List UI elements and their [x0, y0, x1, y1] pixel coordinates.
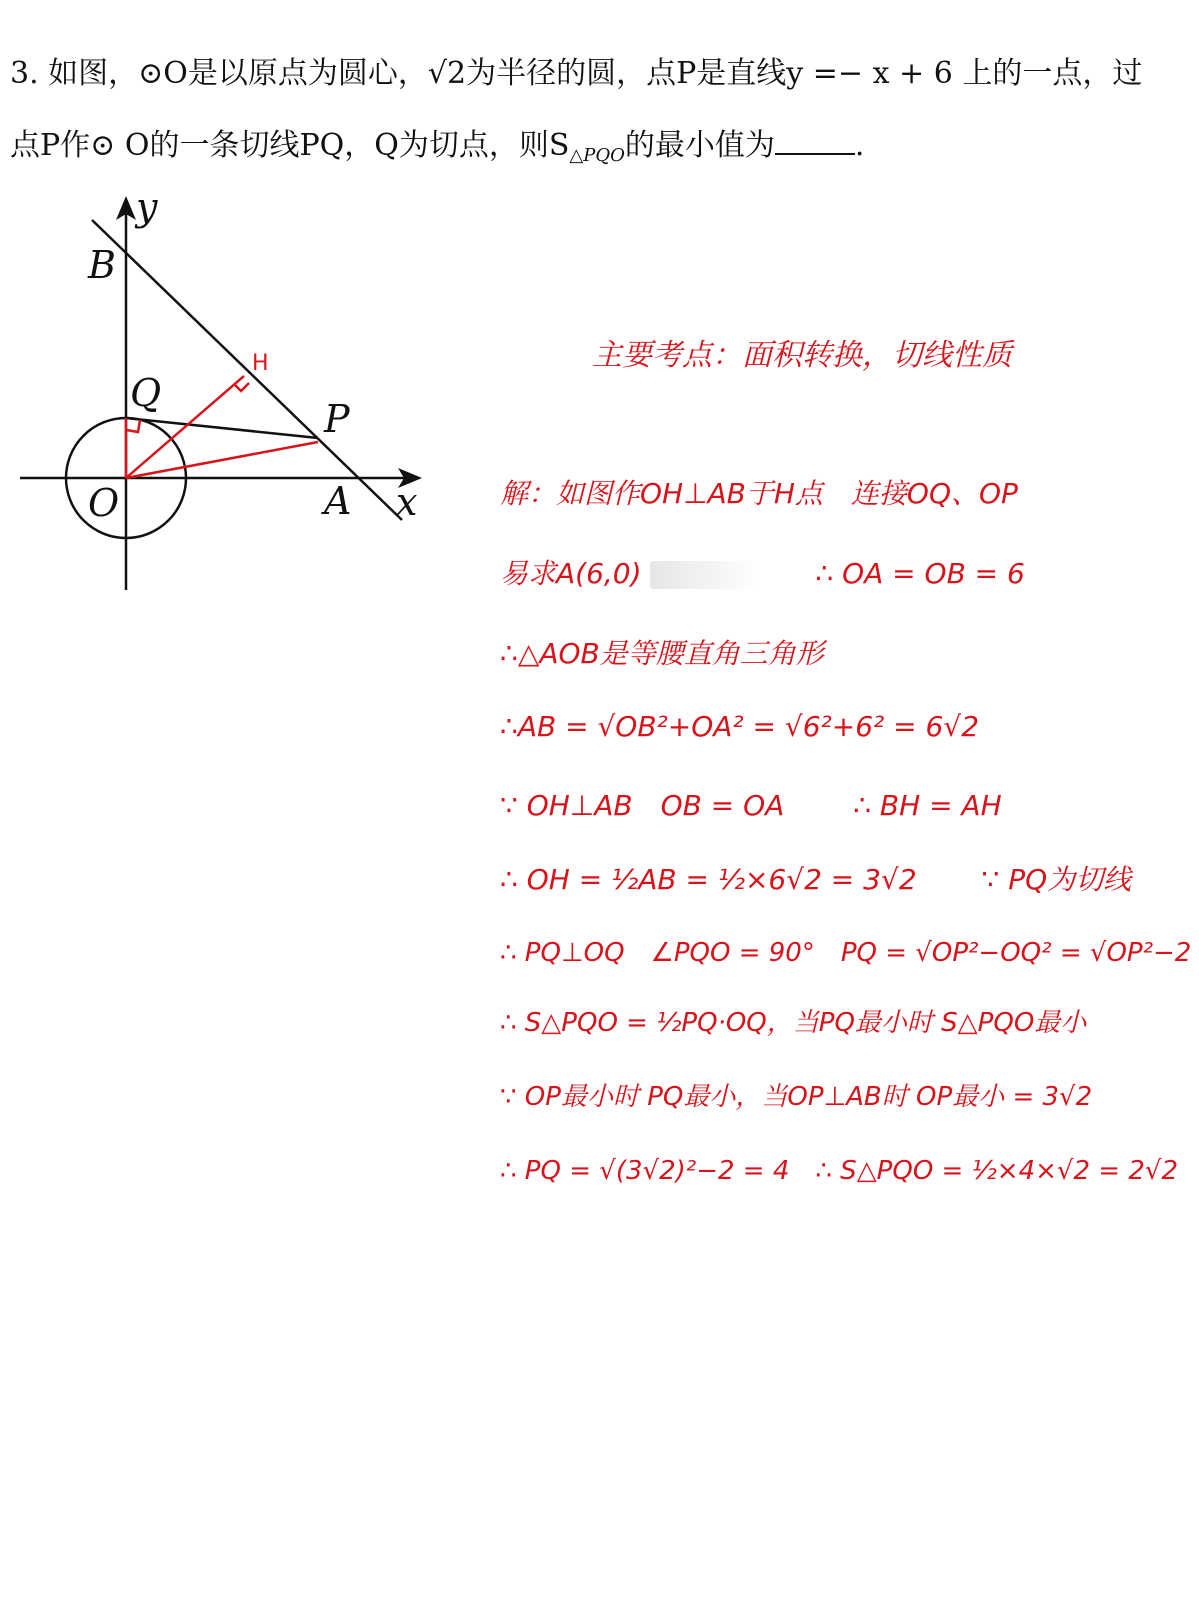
question-line-2-part-a: 点P作⊙ O的一条切线PQ，Q为切点，则S — [10, 128, 570, 163]
solution-line-5-result: ∴ BH = AH — [853, 789, 1002, 822]
solution-line-5 — [500, 784, 1002, 824]
label-b: B — [88, 243, 116, 287]
question-line-2 — [10, 110, 1199, 182]
answer-blank[interactable] — [775, 129, 855, 155]
label-p: P — [324, 397, 350, 441]
question-text — [10, 38, 1199, 182]
question-line-1: 3. 如图，⊙O是以原点为圆心，√2为半径的圆，点P是直线y =− x + 6 上的一点，过 — [10, 56, 1143, 91]
solution-line-9: ∵ OP最小时 PQ最小，当OP⊥AB时 OP最小 = 3√2 — [500, 1082, 1093, 1112]
solution-line-2-result: ∴ OA = OB = 6 — [815, 557, 1025, 590]
solution-line-8: ∴ S△PQO = ½PQ·OQ，当PQ最小时 S△PQO最小 — [500, 1008, 1087, 1038]
solution-line-6-text: ∴ OH = ½AB = ½×6√2 = 3√2 — [500, 863, 917, 896]
label-x: x — [396, 480, 418, 524]
redacted-region — [650, 561, 760, 589]
solution-line-7: ∴ PQ⊥OQ ∠PQO = 90° PQ = √OP²−OQ² = √OP²−2 — [500, 938, 1192, 968]
question-line-2-part-b: 的最小值为 — [624, 128, 775, 163]
solution-line-2 — [500, 552, 1025, 592]
solution-line-3: ∴△AOB是等腰直角三角形 — [500, 637, 824, 670]
tangent-pq — [126, 418, 318, 438]
label-q: Q — [130, 371, 162, 415]
question-subscript: △PQO — [569, 145, 625, 166]
label-h: H — [252, 351, 269, 376]
solution-line-6 — [500, 858, 1131, 898]
solution-line-4: ∴AB = √OB²+OA² = √6²+6² = 6√2 — [500, 710, 980, 743]
label-o: O — [88, 481, 120, 525]
question-line-2-part-c: . — [854, 128, 865, 163]
solution-line-10: ∴ PQ = √(3√2)²−2 = 4 ∴ S△PQO = ½×4×√2 = 2√2 — [500, 1156, 1178, 1186]
label-a: A — [324, 479, 352, 523]
geometry-figure — [0, 180, 440, 610]
solution-line-6-result: ∵ PQ为切线 — [981, 863, 1132, 896]
label-y: y — [136, 185, 158, 229]
right-angle-q-icon — [126, 420, 140, 432]
solution-title: 主要考点：面积转换，切线性质 — [592, 338, 1012, 373]
solution-line-1: 解：如图作OH⊥AB于H点 连接OQ、OP — [500, 477, 1018, 510]
segment-op — [126, 442, 318, 478]
solution-line-5-text: ∵ OH⊥AB OB = OA — [500, 789, 785, 822]
solution-line-2-text: 易求A(6,0) — [500, 557, 642, 590]
